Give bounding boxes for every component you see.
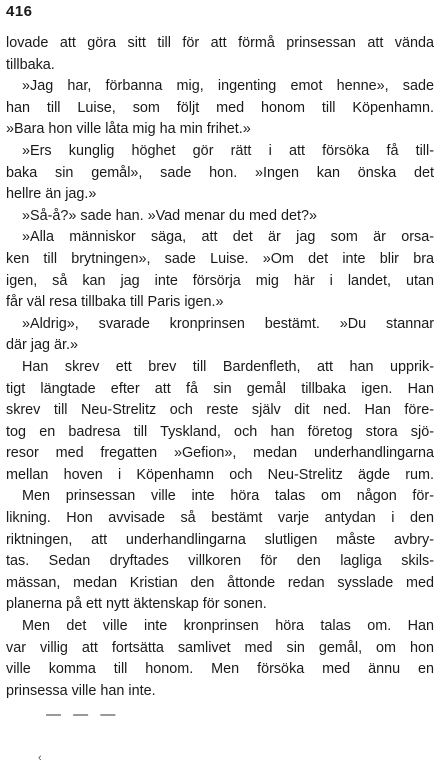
body-text (6, 33, 434, 702)
text-line: han till Luise, som följt med honom till Köpenhamn. (6, 99, 434, 116)
text-line: »Jag har, förbanna mig, ingenting emot henne», sade (22, 78, 434, 95)
text-line: »Alla människor säga, att det är jag som är orsa- (22, 229, 434, 246)
text-line: »Så-å?» sade han. »Vad menar du med det?» (22, 207, 317, 224)
text-line: var villig att fortsätta samlivet med sin gemål, om hon (6, 639, 434, 656)
text-line: Men det ville inte kronprinsen höra talas om. Han (22, 618, 434, 635)
text-line: lovade att göra sitt till för att förmå prinsessan att vända (6, 35, 434, 51)
text-line: prinsessa ville han inte. (6, 682, 156, 699)
stray-mark: ‹ (38, 752, 42, 764)
text-line: likning. Hon avvisade så bestämt varje antydan i den (6, 510, 434, 527)
text-line: igen, så kan jag inte försörja mig här i landet, utan (6, 272, 434, 289)
text-line: tillbaka. (6, 56, 55, 73)
text-line: får väl resa tillbaka till Paris igen.» (6, 294, 224, 311)
text-line: ville komma till honom. Men försöka med ännu en (6, 661, 434, 678)
text-line: där jag är.» (6, 337, 79, 354)
text-line: ken till brytningen», sade Luise. »Om det inte blir bra (6, 250, 434, 267)
text-line: »Bara hon ville låta mig ha min frihet.» (6, 121, 251, 138)
text-line: mellan hoven i Köpenhamn och Neu-Strelitz ägde rum. (6, 466, 434, 483)
text-line: Men prinsessan ville inte höra talas om någon för- (22, 488, 434, 505)
text-line: tigt längtade efter att få sin gemål tillbaka igen. Han (6, 380, 434, 397)
text-line: tog en badresa till Tyskland, och han företog stora sjö- (6, 423, 434, 440)
text-line: resor med fregatten »Gefion», medan underhandlingarna (6, 445, 434, 462)
text-line: baka sin gemål», sade hon. »Ingen kan önska det (6, 164, 434, 181)
text-line: planerna på ett nytt äktenskap för sonen. (6, 596, 267, 613)
text-line: Han skrev ett brev till Bardenfleth, att han upprik- (22, 358, 434, 375)
page-number: 416 (6, 3, 33, 20)
text-line: hellre än jag.» (6, 186, 97, 203)
text-line: »Ers kunglig höghet gör rätt i att försöka få till- (22, 142, 434, 159)
section-separator: — — — (46, 706, 120, 723)
text-line: mässan, medan Kristian den åttonde redan sysslade med (6, 574, 434, 591)
text-line: riktningen, att underhandlingarna slutligen måste avbry- (6, 531, 434, 548)
text-line: »Aldrig», svarade kronprinsen bestämt. »Du stannar (22, 315, 434, 332)
text-line: skrev till Neu-Strelitz och reste själv dit ned. Han före- (6, 402, 434, 419)
text-line: tas. Sedan dryftades villkoren för den lagliga skils- (6, 553, 434, 570)
